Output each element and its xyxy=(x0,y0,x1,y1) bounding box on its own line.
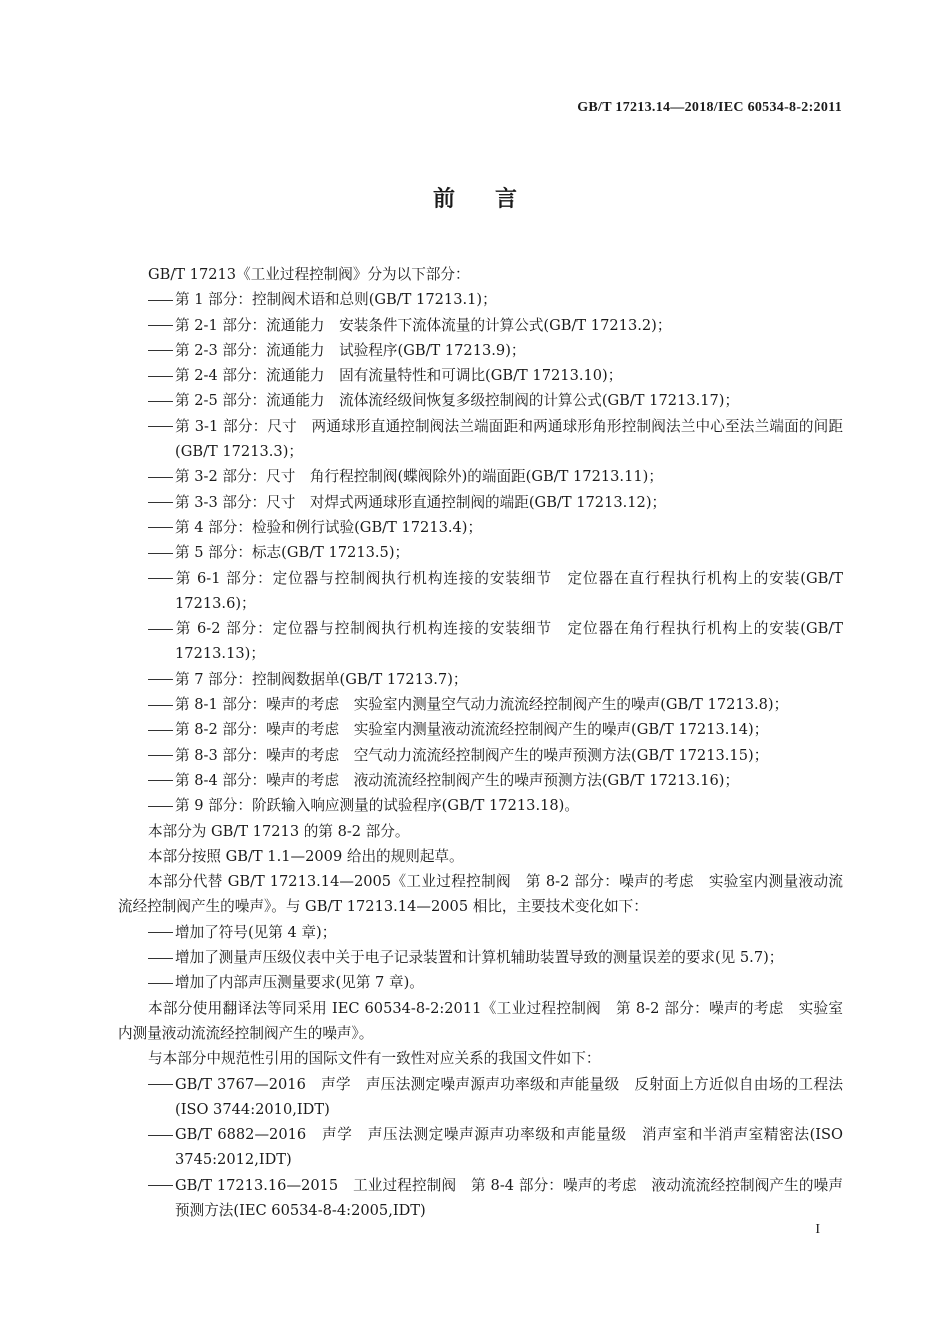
part-item-text: 第 6-2 部分：定位器与控制阀执行机构连接的安装细节 定位器在角行程执行机构上的安装(GB/T 17213.13)； xyxy=(175,620,843,663)
list-dash xyxy=(148,717,175,742)
part-item-text: 第 8-4 部分：噪声的考虑 液动流流经控制阀产生的噪声预测方法(GB/T 17213.16)； xyxy=(175,771,740,789)
page-title xyxy=(0,182,950,213)
list-dash xyxy=(148,616,175,641)
list-dash xyxy=(148,338,175,363)
part-item-text: 第 3-1 部分：尺寸 两通球形直通控制阀法兰端面距和两通球形角形控制阀法兰中心至法兰端面的间距(GB/T 17213.3)； xyxy=(175,417,843,461)
list-dash xyxy=(148,667,175,692)
part-item xyxy=(118,540,843,565)
part-item xyxy=(118,566,843,617)
part-item-text: 第 8-3 部分：噪声的考虑 空气动力流流经控制阀产生的噪声预测方法(GB/T 17213.15)； xyxy=(175,746,769,764)
part-item xyxy=(118,793,843,818)
title-text: 前言 xyxy=(432,187,557,212)
list-dash xyxy=(148,313,175,338)
page-number: I xyxy=(815,1222,820,1237)
list-dash xyxy=(148,743,175,768)
part-item xyxy=(118,490,843,515)
part-item-text: 第 8-1 部分：噪声的考虑 实验室内测量空气动力流流经控制阀产生的噪声(GB/T 17213.8)； xyxy=(175,696,789,714)
parts-list xyxy=(118,287,843,818)
list-dash xyxy=(148,464,175,489)
list-dash xyxy=(148,287,175,312)
replaces-paragraph: 本部分代替 GB/T 17213.14—2005《工业过程控制阀 第 8-2 部分：噪声的考虑 实验室内测量液动流流经控制阀产生的噪声》。与 GB/T 17213.14—2005 相比，主要技术变化如下： xyxy=(118,873,843,916)
change-item xyxy=(118,970,843,995)
list-dash xyxy=(148,515,175,540)
part-item-text: 第 5 部分：标志(GB/T 17213.5)； xyxy=(175,544,410,562)
list-dash xyxy=(148,1072,175,1097)
part-item-text: 第 2-1 部分：流通能力 安装条件下流体流量的计算公式(GB/T 17213.2)； xyxy=(175,316,672,334)
part-item xyxy=(118,338,843,363)
list-dash xyxy=(148,490,175,515)
change-item xyxy=(118,945,843,970)
part-item xyxy=(118,692,843,717)
part-item-text: 第 8-2 部分：噪声的考虑 实验室内测量液动流流经控制阀产生的噪声(GB/T 17213.14)； xyxy=(175,721,769,739)
part-item-text: 第 9 部分：阶跃输入响应测量的试验程序(GB/T 17213.18)。 xyxy=(175,797,579,815)
reference-item-text: GB/T 6882—2016 声学 声压法测定噪声源声功率级和声能量级 消声室和半消声室精密法(ISO 3745:2012,IDT) xyxy=(175,1126,843,1169)
part-item xyxy=(118,414,843,465)
list-dash xyxy=(148,970,175,995)
part-item xyxy=(118,717,843,742)
reference-item xyxy=(118,1173,843,1224)
change-item-text: 增加了测量声压级仪表中关于电子记录装置和计算机辅助装置导致的测量误差的要求(见 5.7)； xyxy=(175,949,784,967)
document-body xyxy=(118,262,843,1223)
reference-item-text: GB/T 17213.16—2015 工业过程控制阀 第 8-4 部分：噪声的考虑 液动流流经控制阀产生的噪声预测方法(IEC 60534-8-4:2005,IDT) xyxy=(175,1176,843,1219)
part-item xyxy=(118,287,843,312)
part-item-text: 第 3-2 部分：尺寸 角行程控制阀(蝶阀除外)的端面距(GB/T 17213.11)； xyxy=(175,468,663,486)
part-item xyxy=(118,768,843,793)
part-item-text: 第 7 部分：控制阀数据单(GB/T 17213.7)； xyxy=(175,670,468,688)
list-dash xyxy=(148,540,175,565)
part-item-text: 第 2-5 部分：流通能力 流体流经级间恢复多级控制阀的计算公式(GB/T 17213.17)； xyxy=(175,392,740,410)
part-item xyxy=(118,464,843,489)
part-item xyxy=(118,388,843,413)
list-dash xyxy=(148,768,175,793)
list-dash xyxy=(148,920,175,945)
list-dash xyxy=(148,945,175,970)
part-item-text: 第 2-4 部分：流通能力 固有流量特性和可调比(GB/T 17213.10)； xyxy=(175,367,623,385)
correspondence-paragraph: 与本部分中规范性引用的国际文件有一致性对应关系的我国文件如下： xyxy=(148,1050,601,1068)
list-dash xyxy=(148,793,175,818)
part-of-paragraph: 本部分为 GB/T 17213 的第 8-2 部分。 xyxy=(148,822,410,840)
standard-number-header: GB/T 17213.14—2018/IEC 60534-8-2:2011 xyxy=(577,100,842,115)
change-item xyxy=(118,920,843,945)
list-dash xyxy=(148,414,175,439)
reference-item xyxy=(118,1122,843,1173)
reference-item xyxy=(118,1072,843,1123)
list-dash xyxy=(148,566,175,591)
part-item xyxy=(118,743,843,768)
references-list xyxy=(118,1072,843,1224)
part-item xyxy=(118,363,843,388)
part-item xyxy=(118,616,843,667)
list-dash xyxy=(148,363,175,388)
list-dash xyxy=(148,1173,175,1198)
change-item-text: 增加了符号(见第 4 章)； xyxy=(175,923,337,941)
list-dash xyxy=(148,1122,175,1147)
change-item-text: 增加了内部声压测量要求(见第 7 章)。 xyxy=(175,974,424,992)
part-item xyxy=(118,667,843,692)
part-item-text: 第 2-3 部分：流通能力 试验程序(GB/T 17213.9)； xyxy=(175,341,526,359)
list-dash xyxy=(148,692,175,717)
part-item-text: 第 3-3 部分：尺寸 对焊式两通球形直通控制阀的端距(GB/T 17213.12)； xyxy=(175,493,667,511)
intro-paragraph: GB/T 17213《工业过程控制阀》分为以下部分： xyxy=(148,266,470,283)
part-item xyxy=(118,313,843,338)
part-item xyxy=(118,515,843,540)
part-item-text: 第 6-1 部分：定位器与控制阀执行机构连接的安装细节 定位器在直行程执行机构上的安装(GB/T 17213.6)； xyxy=(175,569,843,612)
part-item-text: 第 1 部分：控制阀术语和总则(GB/T 17213.1)； xyxy=(175,291,497,309)
drafting-paragraph: 本部分按照 GB/T 1.1—2009 给出的规则起草。 xyxy=(148,847,464,865)
list-dash xyxy=(148,388,175,413)
adoption-paragraph: 本部分使用翻译法等同采用 IEC 60534-8-2:2011《工业过程控制阀 第 8-2 部分：噪声的考虑 实验室内测量液动流流经控制阀产生的噪声》。 xyxy=(118,999,843,1042)
changes-list xyxy=(118,920,843,996)
part-item-text: 第 4 部分：检验和例行试验(GB/T 17213.4)； xyxy=(175,518,483,536)
reference-item-text: GB/T 3767—2016 声学 声压法测定噪声源声功率级和声能量级 反射面上方近似自由场的工程法(ISO 3744:2010,IDT) xyxy=(175,1075,843,1118)
